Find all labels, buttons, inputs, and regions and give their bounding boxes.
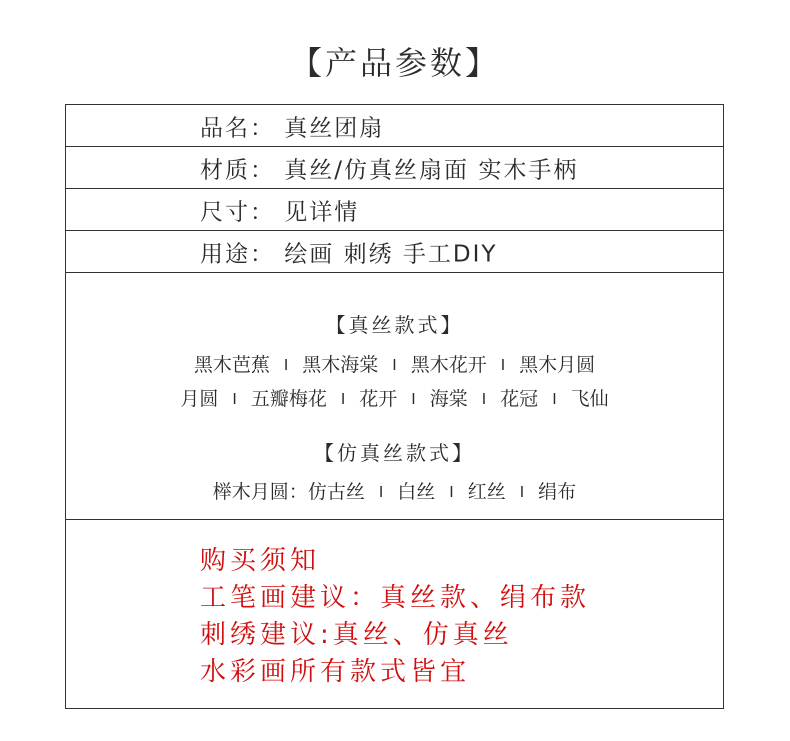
page-title: 【产品参数】 xyxy=(289,44,500,82)
note-line: 刺绣建议:真丝、仿真丝 xyxy=(200,620,513,650)
style-item: 白丝 xyxy=(397,481,436,503)
spec-row-name xyxy=(66,105,723,147)
separator: I xyxy=(392,356,397,374)
style-item: 花冠 xyxy=(500,388,539,410)
separator: I xyxy=(449,483,454,501)
style-item: 黑木芭蕉 xyxy=(193,354,270,376)
imitation-prefix: 榉木月圆： xyxy=(212,481,308,503)
style-item: 花开 xyxy=(359,388,398,410)
separator: I xyxy=(340,390,346,408)
separator: I xyxy=(283,356,289,374)
styles-block xyxy=(66,273,723,520)
purchase-notes xyxy=(200,543,590,691)
silk-styles-heading: 【真丝款式】 xyxy=(325,313,464,337)
spec-row-size xyxy=(66,189,723,231)
separator: I xyxy=(232,390,237,408)
note-line: 水彩画所有款式皆宜 xyxy=(200,657,471,687)
style-item: 飞仙 xyxy=(570,388,609,410)
separator: I xyxy=(552,390,557,408)
spec-size-text: 尺寸： 见详情 xyxy=(200,199,360,225)
separator: I xyxy=(500,356,506,374)
product-params-table xyxy=(65,104,724,709)
imitation-styles-heading: 【仿真丝款式】 xyxy=(314,441,475,465)
style-item: 绢布 xyxy=(538,481,577,503)
style-item: 红丝 xyxy=(467,481,506,503)
separator: I xyxy=(411,390,416,408)
spec-row-usage xyxy=(66,231,723,273)
spec-name-text: 品名： 真丝团扇 xyxy=(200,115,385,141)
style-item: 黑木花开 xyxy=(410,354,487,376)
spec-material-text: 材质： 真丝/仿真丝扇面 实木手柄 xyxy=(200,157,579,183)
style-item: 黑木月圆 xyxy=(519,354,596,376)
notes-heading: 购买须知 xyxy=(200,546,321,576)
style-item: 黑木海棠 xyxy=(302,354,379,376)
silk-styles-line-2 xyxy=(66,384,723,411)
separator: I xyxy=(481,390,487,408)
style-item: 五瓣梅花 xyxy=(250,388,327,410)
separator: I xyxy=(519,483,525,501)
style-item: 海棠 xyxy=(429,388,468,410)
imitation-styles-line xyxy=(66,477,723,504)
spec-usage-text: 用途： 绘画 刺绣 手工DIY xyxy=(200,241,498,267)
separator: I xyxy=(378,483,384,501)
spec-row-material xyxy=(66,147,723,189)
style-item: 仿古丝 xyxy=(307,481,365,503)
silk-styles-line-1 xyxy=(66,350,723,377)
style-item: 月圆 xyxy=(180,388,219,410)
note-line: 工笔画建议：真丝款、绢布款 xyxy=(200,583,591,613)
